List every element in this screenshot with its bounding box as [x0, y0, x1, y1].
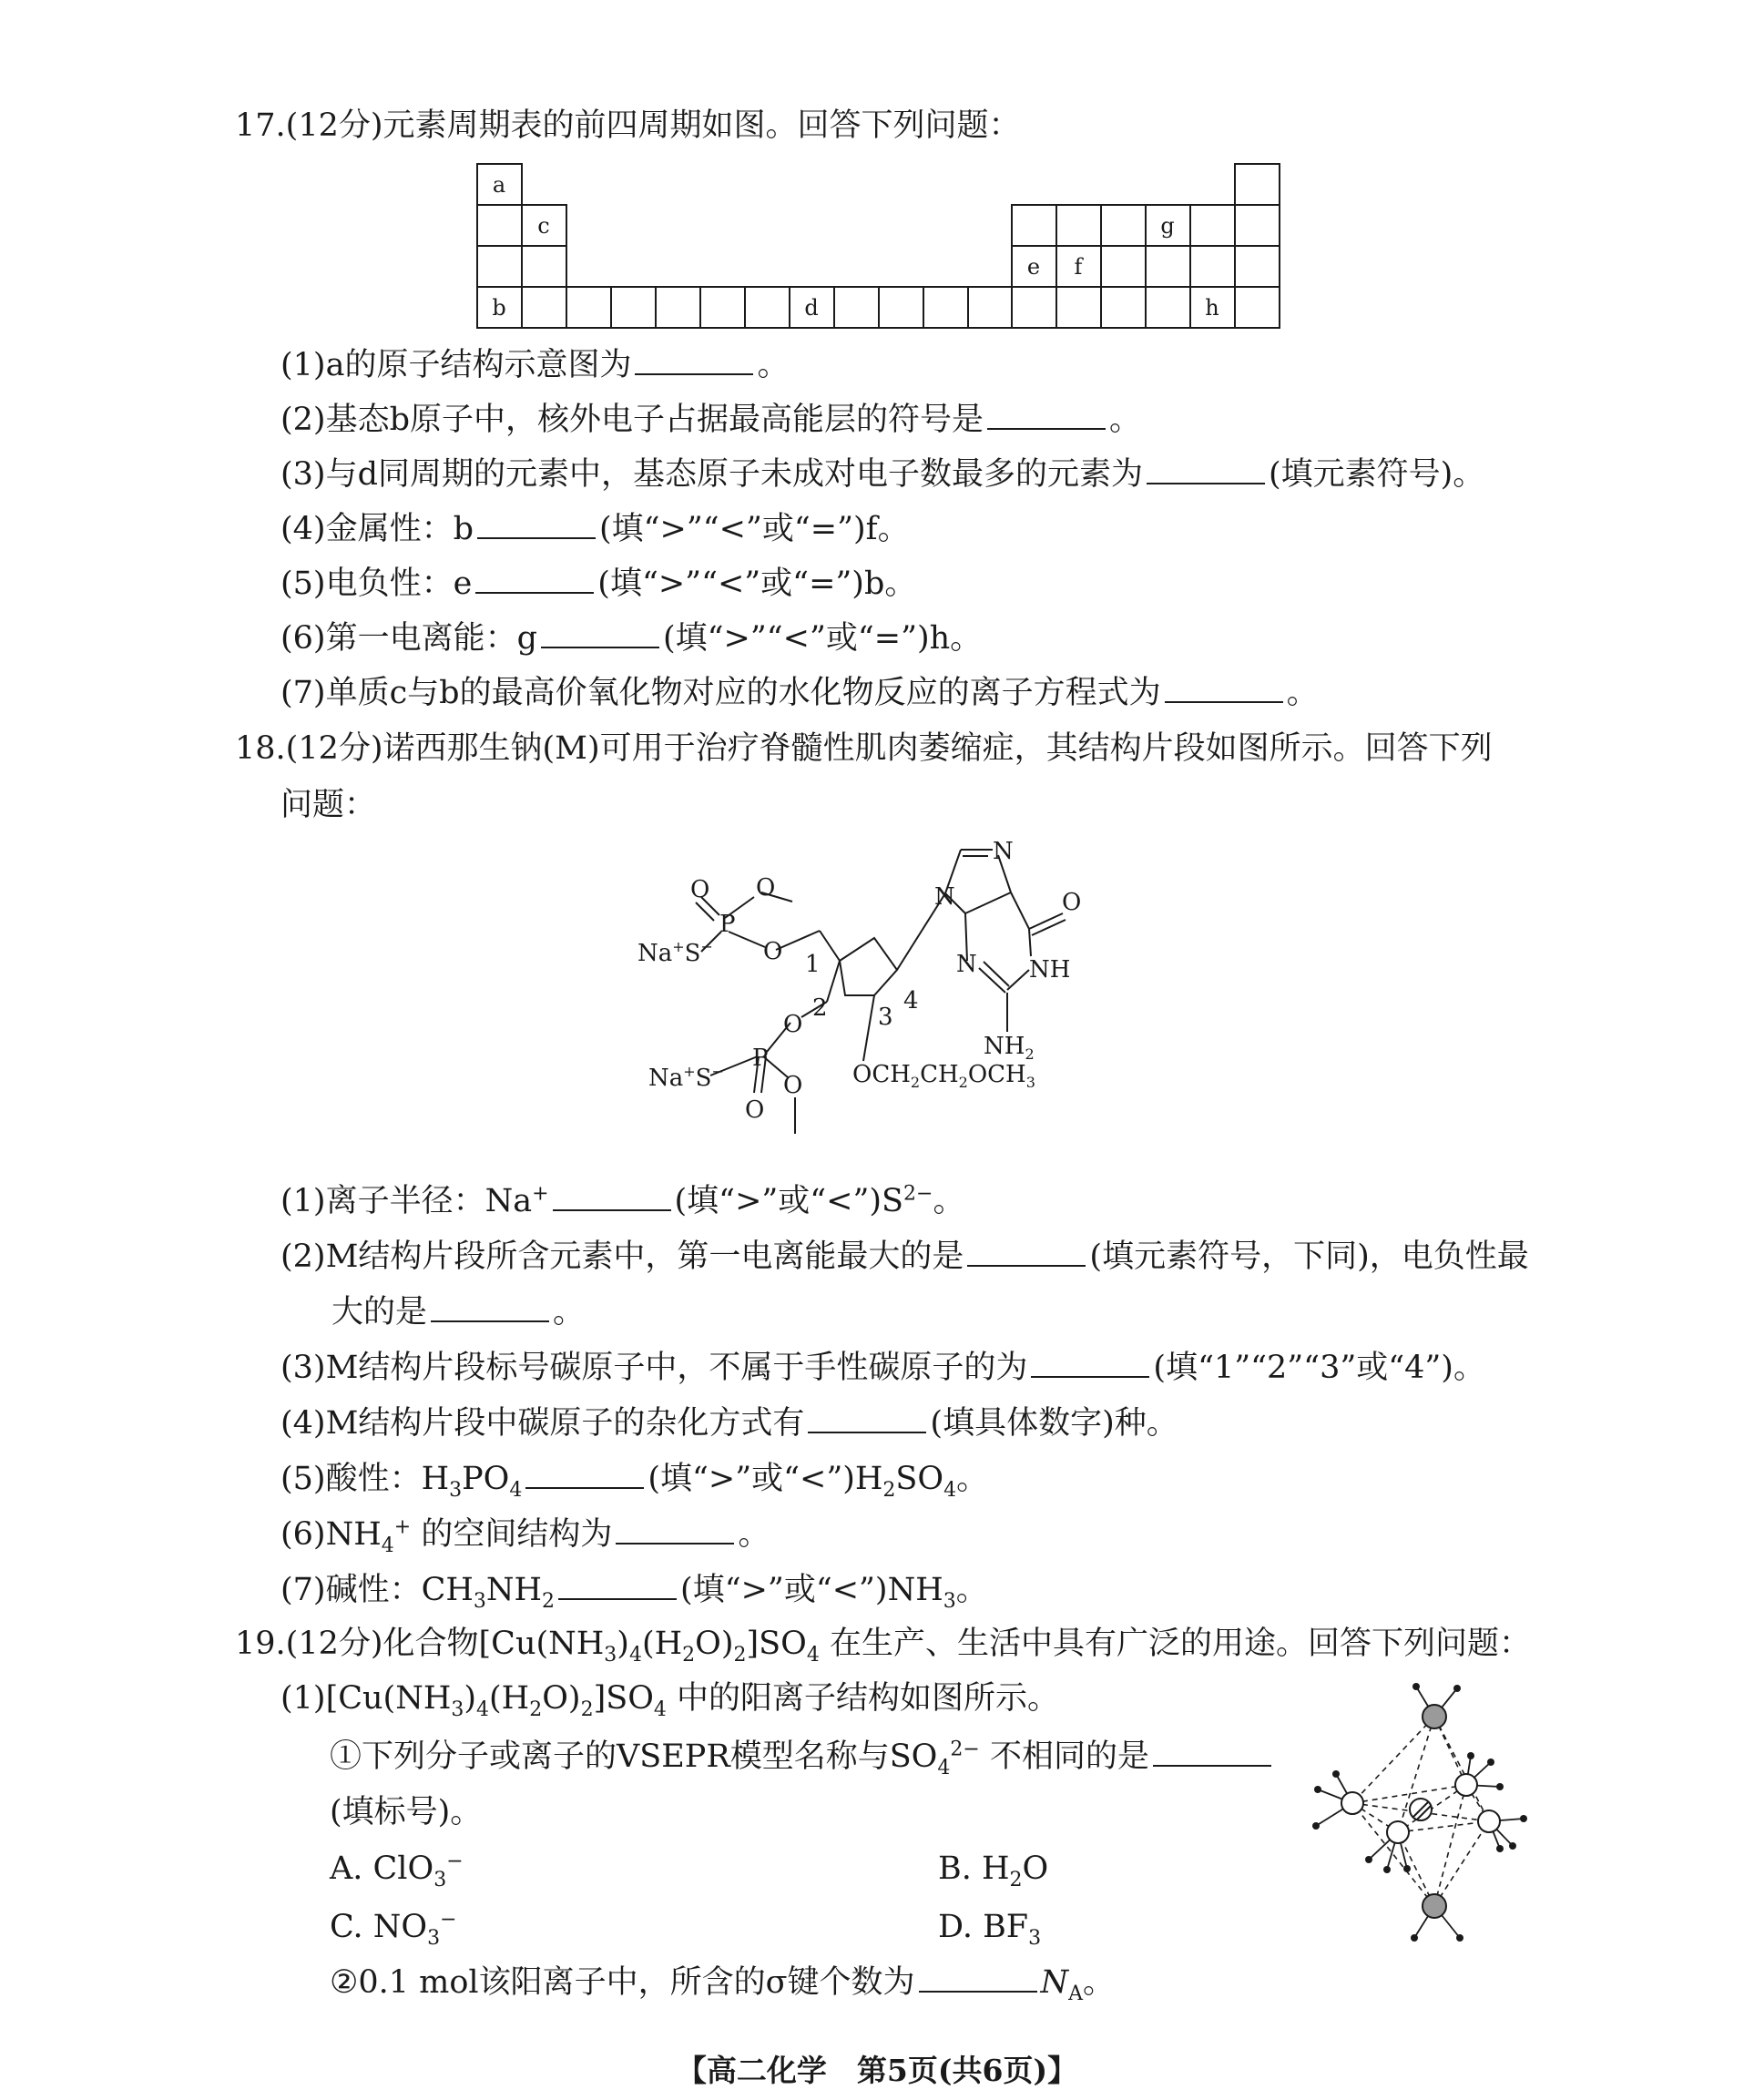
cell-g: g	[1160, 213, 1175, 239]
q17-s5: (5)电负性：e (填“>”“<”或“=”)b。	[280, 563, 916, 604]
svg-text:O: O	[783, 1011, 803, 1038]
svg-text:P: P	[752, 1045, 769, 1072]
q17-header: 17.(12分)元素周期表的前四周期如图。回答下列问题：	[235, 107, 1021, 144]
svg-text:2: 2	[812, 994, 828, 1022]
answer-blank[interactable]	[1153, 1736, 1271, 1767]
svg-text:O: O	[1062, 889, 1082, 916]
svg-text:P: P	[719, 911, 736, 938]
cell-d: d	[804, 295, 819, 321]
option-a[interactable]: A. ClO$_3$−	[330, 1850, 464, 1891]
svg-text:O: O	[745, 1096, 765, 1124]
answer-blank[interactable]	[431, 1291, 549, 1322]
cell-c: c	[537, 213, 550, 239]
q18-s5: (5)酸性：$H_3PO_4$ (填“>”或“$<”)H_2SO_4$。	[280, 1458, 988, 1499]
answer-blank[interactable]	[919, 1962, 1037, 1993]
svg-text:3: 3	[878, 1004, 893, 1031]
answer-blank[interactable]	[475, 563, 594, 594]
q17-s6: (6)第一电离能：g (填“>”“<”或“=”)h。	[280, 617, 982, 658]
q19-header: 19.(12分)化合物$[Cu(NH_3)_4(H_2O)_2]SO_4$ 在生产、生活中具有广泛的用途。回答下列问题：	[235, 1626, 1531, 1667]
cell-a: a	[492, 172, 506, 198]
answer-blank[interactable]	[967, 1236, 1086, 1267]
q18-s2: (2)M结构片段所含元素中，第一电离能最大的是 (填元素符号，下同)，电负性最	[280, 1236, 1529, 1277]
q19-s1b: ②0.1 mol该阳离子中，所含的σ键个数为 $N_A$。	[330, 1962, 1115, 2003]
answer-blank[interactable]	[635, 344, 753, 375]
svg-text:O: O	[783, 1072, 803, 1099]
q18-header-line2: 问题：	[280, 787, 377, 823]
q18-s4: (4)M结构片段中碳原子的杂化方式有 (填具体数字)种。	[280, 1402, 1178, 1443]
svg-text:4: 4	[903, 987, 919, 1014]
answer-blank[interactable]	[1147, 454, 1265, 484]
q17-s7: (7)单质c与b的最高价氧化物对应的水化物反应的离子方程式为 。	[280, 672, 1319, 713]
svg-text:1: 1	[805, 951, 821, 978]
svg-text:O: O	[690, 876, 710, 903]
page-footer: 【高二化学 第5页(共6页)】	[676, 2053, 1078, 2088]
svg-text:OCH2CH2OCH3: $OCH_2CH_2OCH_3$	[852, 1061, 1035, 1091]
q19-s1: $(1)[Cu(NH_3)_4(H_2O)_2]SO_4$ 中的阳离子结构如图所示。	[280, 1680, 1060, 1721]
q18-s2b: 大的是 。	[331, 1291, 585, 1332]
q17-s1: (1)a的原子结构示意图为 。	[280, 344, 789, 385]
q17-s2: (2)基态b原子中，核外电子占据最高能层的符号是 。	[280, 399, 1141, 440]
q18-s7: (7)碱性：$CH_3NH_2$ (填“>”或“$<”)NH_3$。	[280, 1569, 988, 1610]
cell-f: f	[1074, 254, 1083, 280]
q18-header-line1: 18.(12分)诺西那生钠(M)可用于治疗脊髓性肌肉萎缩症，其结构片段如图所示。回答下列	[235, 730, 1493, 767]
q18-s1: (1)离子半径：Na+ (填“>”或“$<”)S^{2-}$。	[280, 1180, 964, 1221]
cell-b: b	[492, 295, 506, 321]
svg-text:O: O	[763, 938, 783, 965]
q19-s1a: ①下列分子或离子的VSEPR模型名称与$SO_4^{2-}$ 不相同的是	[330, 1736, 1275, 1777]
svg-text:N: N	[956, 951, 977, 978]
q19-s1a-note: (填标号)。	[330, 1794, 483, 1830]
answer-blank[interactable]	[1165, 672, 1283, 703]
answer-blank[interactable]	[616, 1514, 734, 1544]
svg-text:N: N	[993, 838, 1014, 865]
q18-s6: $(6)NH_4^+$ 的空间结构为 。	[280, 1514, 770, 1555]
svg-text:NH: NH	[1029, 956, 1071, 984]
option-c[interactable]: C. $NO_3^-$	[330, 1908, 457, 1950]
answer-blank[interactable]	[477, 508, 596, 539]
q18-s3: (3)M结构片段标号碳原子中，不属于手性碳原子的为 (填“1”“2”“3”或“4”)。	[280, 1347, 1485, 1388]
svg-text:N: N	[934, 883, 955, 911]
q17-s4: (4)金属性：b (填“>”“<”或“=”)f。	[280, 508, 910, 549]
periodic-table-figure	[474, 162, 1284, 335]
answer-blank[interactable]	[1031, 1347, 1149, 1378]
option-b[interactable]: B. $H_2O$	[938, 1850, 1049, 1891]
q17-s3: (3)与d同周期的元素中，基态原子未成对电子数最多的元素为 (填元素符号)。	[280, 454, 1484, 494]
answer-blank[interactable]	[987, 399, 1106, 430]
option-d[interactable]: D. $BF_3$	[938, 1909, 1042, 1950]
cation-octahedron-figure	[1298, 1676, 1535, 1949]
answer-blank[interactable]	[808, 1402, 926, 1433]
svg-text:NH2: $NH_2$	[984, 1033, 1035, 1063]
answer-blank[interactable]	[541, 617, 659, 648]
cell-e: e	[1026, 254, 1041, 280]
svg-text:Na+S−: Na+S−	[648, 1063, 724, 1092]
answer-blank[interactable]	[558, 1569, 677, 1600]
svg-text:O: O	[756, 874, 776, 902]
answer-blank[interactable]	[553, 1180, 671, 1211]
svg-text:Na+S−: Na+S−	[637, 938, 713, 967]
nusinersen-structure-figure	[637, 833, 1147, 1170]
cell-h: h	[1205, 295, 1219, 321]
answer-blank[interactable]	[525, 1458, 644, 1489]
